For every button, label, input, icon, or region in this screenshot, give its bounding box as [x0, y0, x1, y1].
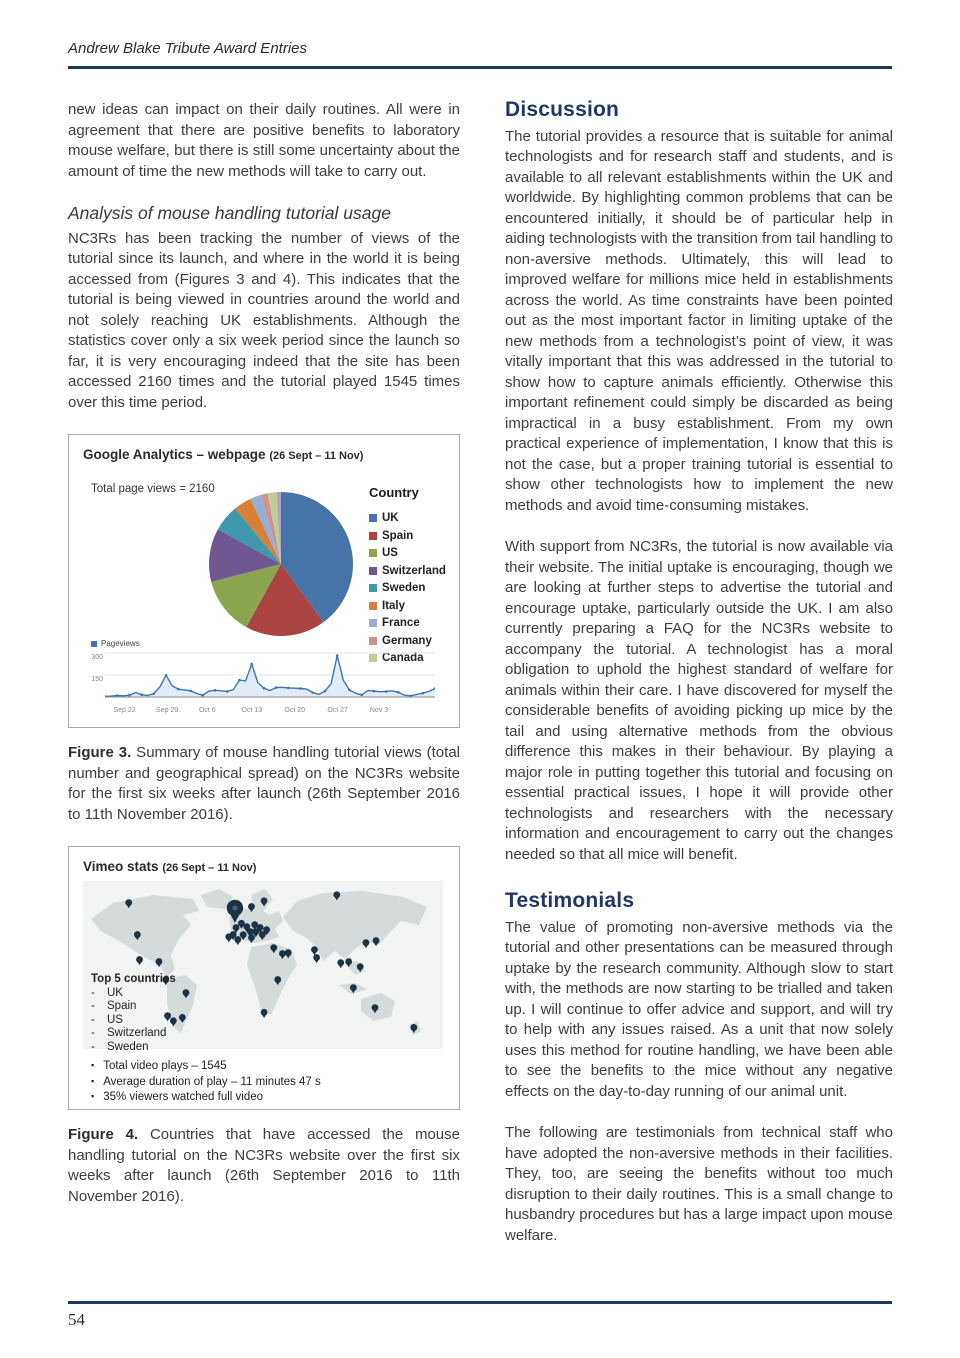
- pageviews-sparkline: [91, 639, 441, 719]
- header-divider: [68, 66, 892, 69]
- y-tick-300: 300: [91, 654, 103, 661]
- figure4-date-range: (26 Sept – 11 Nov): [162, 862, 257, 874]
- legend-item-france: [369, 615, 446, 633]
- figure4-caption: [68, 1125, 460, 1207]
- legend-label: Switzerland: [382, 564, 446, 577]
- footer-divider: [68, 1301, 892, 1304]
- legend-swatch: [369, 584, 377, 592]
- figure3-title-text: Google Analytics – webpage: [83, 447, 266, 462]
- figure3-caption-text: Summary of mouse handling tutorial views (total number and geographical spread) on the NC3Rs website for the first six weeks after launch (26th September 2016 to 11th November 2016).: [68, 744, 460, 823]
- x-tick-label: Nov 3: [369, 707, 389, 714]
- body-paragraph: The tutorial provides a resource that is suitable for animal technologists and for research staff and students, and is available to all relevant establishments within the UK and worldwide. By highlighting common problems that can be encountered initially, it should be of particular help in aiding technologists with the transition from tail handling to non-aversive methods. Ultimately, this will lead to improved welfare for millions mice held in establishments across the world. As time constraints have been pointed out as the most important factor in limiting uptake of the new methods from a technologist’s point of view, it was vitally important that this was addressed in the tutorial to show how to capture animals efficiently. Otherwise this important refinement could simply be discarded as being impractical in a busy establishment. From my own practical experience of implementation, I know that this is not the case, but a proper training tutorial is essential to show other technologists how to implement the new methods and avoid time-consuming mistakes.: [505, 127, 893, 514]
- legend-item-us: [369, 545, 446, 563]
- dash: -: [91, 1000, 95, 1012]
- body-paragraph: The value of promoting non-aversive methods via the tutorial and other presentations can be measured through uptake by the research community. Although slow to start with, the methods are now starting to be trialled and taken up. I will continue to offer advice and support, and will try to help with any issues raised. As a unit that now solely uses this method for routine handling, we have been able to see the benefits to the mice without any negative effects on the day-to-day running of our animal unit.: [505, 918, 893, 1100]
- vimeo-stat: ▪ Average duration of play – 11 minutes 47 s: [91, 1075, 321, 1091]
- map-pin: [373, 937, 380, 946]
- pageviews-legend-label: Pageviews: [101, 638, 140, 648]
- body-paragraph: NC3Rs has been tracking the number of views of the tutorial since its launch, and where in the world it is being accessed from (Figures 3 and 4). This indicates that the tutorial is being viewed in countries around the world and not solely reaching UK establishments. Although the statistics cover only a six week period since the launch so far, it is very encouraging indeed that the site has been accessed 2160 times and the tutorial played 1545 times over this time period.: [68, 229, 460, 411]
- map-pin: [234, 936, 241, 945]
- pie-chart: [207, 490, 355, 638]
- top5-country-label: Spain: [107, 1000, 137, 1012]
- top5-item-spain: [91, 1000, 176, 1014]
- vimeo-stat: ▪ Total video plays – 1545: [91, 1059, 321, 1075]
- top5-item-uk: [91, 987, 176, 1001]
- top5-item-switzerland: [91, 1027, 176, 1041]
- figure3-caption: [68, 743, 460, 825]
- legend-label: Sweden: [382, 582, 426, 594]
- dash: -: [91, 1040, 95, 1053]
- figure4-caption-label: Figure 4.: [68, 1126, 139, 1143]
- legend-swatch: [369, 549, 377, 557]
- dash: -: [91, 1013, 95, 1026]
- left-column: [68, 100, 460, 1228]
- figure4-title: [83, 857, 256, 879]
- top5-country-label: Switzerland: [107, 1027, 167, 1039]
- sparkline-legend: [91, 639, 441, 649]
- legend-label: France: [382, 617, 420, 629]
- x-tick-label: Sep 22: [113, 707, 136, 714]
- map-pin: [311, 946, 318, 955]
- legend-item-sweden: [369, 580, 446, 598]
- legend-swatch: [369, 602, 377, 610]
- section-heading-analysis: Analysis of mouse handling tutorial usage: [68, 203, 391, 223]
- vimeo-stats-bullets: [91, 1059, 321, 1106]
- y-tick-150: 150: [91, 676, 103, 683]
- top5-countries: [91, 973, 176, 1054]
- right-column: [505, 100, 893, 1267]
- map-pin: [261, 1009, 268, 1018]
- x-tick-label: Sep 29: [156, 707, 179, 714]
- legend-swatch: [369, 532, 377, 540]
- legend-swatch: [369, 514, 377, 522]
- sparkline-x-labels: [105, 699, 435, 714]
- figure3-google-analytics: [68, 434, 460, 728]
- legend-swatch: [369, 567, 377, 575]
- body-paragraph: With support from NC3Rs, the tutorial is now available via their website. The initial uptake is encouraging, though we are looking at further steps to advertise the tutorial and encourage uptake, particularly outside the UK. I am also currently preparing a FAQ for the NC3Rs website to accompany the tutorial. A technologist has a moral obligation to uphold the highest standard of welfare for animals within their care. I have discovered for myself the considerable benefits of avoiding picking up mice by the tail and using alternative methods from the obvious difference this makes in their behaviour. By playing a major role in putting together this tutorial and focusing on essential practical issues, I hope it will provide other technologists and researchers with the necessary information and encouragement to carry out the changes needed so that all mice will benefit.: [505, 538, 893, 863]
- figure3-caption-label: Figure 3.: [68, 744, 132, 761]
- map-pin: [225, 933, 232, 942]
- top5-item-sweden: [91, 1041, 176, 1055]
- x-tick-label: Oct 20: [284, 707, 306, 714]
- section-heading-discussion: Discussion: [505, 98, 620, 121]
- top5-heading: Top 5 countries: [91, 973, 176, 985]
- x-tick-label: Oct 6: [198, 707, 216, 714]
- top5-country-label: US: [107, 1013, 123, 1026]
- dash: -: [91, 986, 95, 999]
- total-page-views-label: Total page views = 2160: [91, 483, 215, 495]
- top5-item-us: [91, 1014, 176, 1028]
- legend-swatch: [369, 619, 377, 627]
- section-heading-testimonials: Testimonials: [505, 889, 635, 912]
- legend-label: Canada: [382, 652, 424, 664]
- world-map: [83, 881, 443, 1053]
- sparkline-svg: [105, 651, 435, 699]
- map-pin: [363, 939, 370, 948]
- sparkline-plot: [91, 651, 435, 699]
- legend-label: Spain: [382, 529, 414, 542]
- x-tick-label: Oct 13: [241, 707, 263, 714]
- dash: -: [91, 1027, 95, 1039]
- figure3-title: [83, 445, 363, 467]
- map-pin: [313, 954, 320, 963]
- map-pin: [337, 959, 344, 968]
- page-number: 54: [68, 1310, 85, 1329]
- legend-label: US: [382, 547, 398, 559]
- x-tick-label: Oct 27: [327, 707, 348, 714]
- figure4-vimeo-stats: [68, 846, 460, 1110]
- body-paragraph: new ideas can impact on their daily routines. All were in agreement that there are positive benefits to laboratory mouse welfare, but there is still some uncertainty about the amount of time the new methods will take to carry out.: [68, 101, 460, 180]
- top5-country-label: Sweden: [107, 1040, 149, 1053]
- figure4-caption-text: Countries that have accessed the mouse handling tutorial on the NC3Rs website over the first six weeks after launch (26th September 2016 to 11th November 2016).: [68, 1126, 460, 1205]
- top5-list: [91, 987, 176, 1055]
- body-paragraph: The following are testimonials from technical staff who have adopted the non-aversive methods in their facilities. They, too, are seeing the benefits without too much disruption to their daily routines. This is a small change to husbandry procedures but has a large impact upon mouse welfare.: [505, 1124, 893, 1244]
- running-header: Andrew Blake Tribute Award Entries: [68, 40, 307, 57]
- figure4-title-text: Vimeo stats: [83, 859, 159, 874]
- legend-label: UK: [382, 512, 399, 524]
- legend-item-italy: [369, 597, 446, 615]
- pie-legend-title: Country: [369, 485, 419, 500]
- legend-label: Germany: [382, 634, 432, 647]
- pageviews-legend-swatch: [91, 641, 97, 647]
- vimeo-stat: ▪ 35% viewers watched full video: [91, 1090, 321, 1106]
- map-pin: [136, 956, 143, 965]
- legend-item-spain: [369, 527, 446, 545]
- top5-country-label: UK: [107, 986, 123, 999]
- legend-item-switzerland: [369, 562, 446, 580]
- legend-item-uk: [369, 510, 446, 528]
- legend-label: Italy: [382, 599, 406, 612]
- figure3-date-range: (26 Sept – 11 Nov): [269, 450, 364, 462]
